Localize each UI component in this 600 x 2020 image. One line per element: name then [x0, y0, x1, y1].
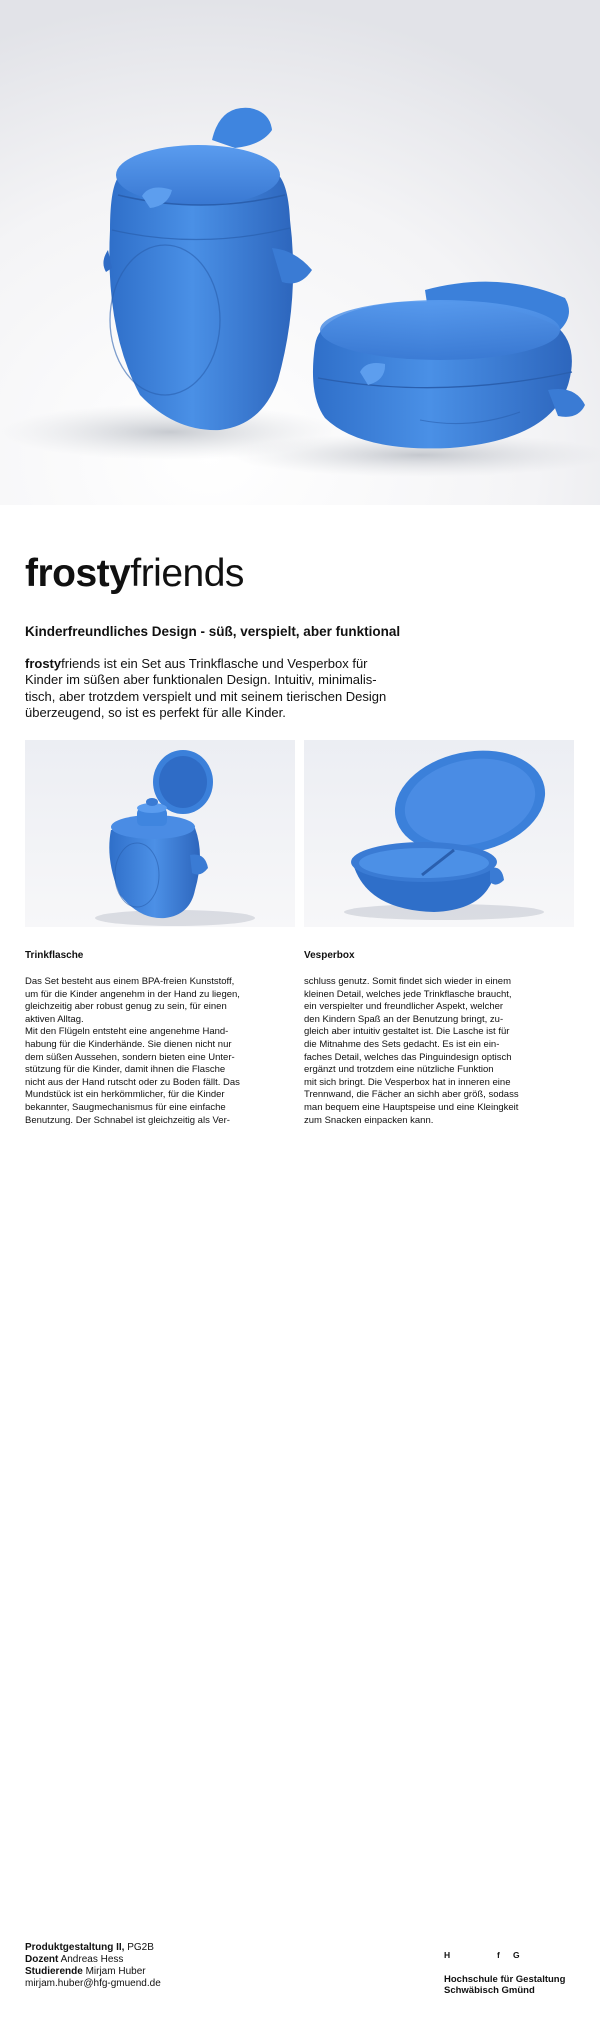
heading-vesperbox: Vesperbox: [304, 950, 355, 961]
photo-lunchbox-open: [304, 740, 574, 927]
text-line: schluss genutz. Somit findet sich wieder in einem: [304, 976, 511, 987]
logo-name-line-2: Schwäbisch Gmünd: [444, 1985, 535, 1996]
heading-trinkflasche: Trinkflasche: [25, 950, 84, 961]
text-line: Mundstück ist ein herkömmlicher, für die Kinder: [25, 1089, 225, 1101]
hero-product-render: [0, 0, 600, 505]
intro-paragraph: [25, 656, 405, 722]
subtitle: Kinderfreundliches Design - süß, verspielt, aber funktional: [25, 624, 401, 639]
text-line: die Mitnahme des Sets gedacht. Es ist ein ein-: [304, 1038, 500, 1050]
logo-letter-g: G: [513, 1950, 520, 1960]
title-bold-part: frosty: [25, 552, 131, 595]
text-line: zum Snacken einpacken kann.: [304, 1114, 434, 1126]
text-line: kleinen Detail, welches jede Trinkflasche braucht,: [304, 988, 512, 1000]
text-column-right: [304, 976, 549, 1127]
footer-course: [25, 1942, 161, 1954]
student-name: Mirjam Huber: [82, 1966, 146, 1977]
intro-brand-bold: frosty: [25, 656, 62, 671]
text-line: ein verspielter und freundlicher Aspekt, welcher: [304, 1001, 504, 1013]
text-line: aktiven Alltag.: [25, 1013, 84, 1025]
text-line: um für die Kinder angenehm in der Hand zu liegen,: [25, 988, 240, 1000]
footer-credits: [25, 1942, 161, 1990]
text-line: Benutzung. Der Schnabel ist gleichzeitig als Ver-: [25, 1114, 230, 1126]
text-line: dem süßen Aussehen, sondern bieten eine Unter-: [25, 1051, 235, 1063]
intro-lead-rest: friends ist ein Set aus Trinkflasche und Vesperbox für: [61, 656, 368, 671]
text-line: nicht aus der Hand rutscht oder zu Boden fällt. Das: [25, 1076, 240, 1088]
footer-student: [25, 1966, 161, 1978]
intro-line: tisch, aber trotzdem verspielt und mit seinem tierischen Design: [25, 688, 387, 704]
logo-letter-h: H: [444, 1950, 451, 1960]
text-line: man bequem eine Hauptspeise und eine Kleingkeit: [304, 1101, 519, 1113]
text-line: den Kindern Spaß an der Benutzung bringt, zu-: [304, 1013, 504, 1025]
text-line: faches Detail, welches das Pinguindesign optisch: [304, 1051, 512, 1063]
lecturer-name: Andreas Hess: [58, 1954, 124, 1965]
course-code: PG2B: [124, 1942, 154, 1953]
footer-lecturer: [25, 1954, 161, 1966]
text-line: ergänzt und trotzdem eine nützliche Funktion: [304, 1064, 494, 1076]
text-line: mit sich bringt. Die Vesperbox hat in inneren eine: [304, 1076, 511, 1088]
page-title: [25, 554, 244, 593]
text-line: Mit den Flügeln entsteht eine angenehme Hand-: [25, 1026, 229, 1038]
text-line: gleichzeitig aber robust genug zu sein, für einen: [25, 1001, 227, 1013]
photo-bottle-open: [25, 740, 295, 927]
intro-line: Kinder im süßen aber funktionalen Design. Intuitiv, minimalis-: [25, 672, 377, 688]
text-line: Trennwand, die Fächer an sichh aber größ, sodass: [304, 1089, 519, 1101]
text-column-left: [25, 976, 270, 1127]
text-line: bekannter, Saugmechanismus für eine einfache: [25, 1101, 226, 1113]
text-line: stützung für die Kinder, damit ihnen die Flasche: [25, 1064, 226, 1076]
student-label: Studierende: [25, 1966, 83, 1977]
logo-letter-f: f: [497, 1950, 500, 1960]
text-line: Das Set besteht aus einem BPA-freien Kunststoff,: [25, 976, 235, 987]
intro-line: überzeugend, so ist es perfekt für alle Kinder.: [25, 705, 286, 721]
title-light-part: friends: [130, 552, 244, 595]
course-label: Produktgestaltung II,: [25, 1942, 125, 1953]
lecturer-label: Dozent: [25, 1954, 59, 1965]
text-line: habung für die Kinderhände. Sie dienen nicht nur: [25, 1038, 232, 1050]
logo-name-line-1: Hochschule für Gestaltung: [444, 1974, 566, 1985]
text-line: gleich aber intuitiv gestaltet ist. Die Lasche ist für: [304, 1026, 510, 1038]
intro-line: [25, 656, 405, 672]
logo-school-name: [444, 1974, 565, 1996]
footer-email[interactable]: mirjam.huber@hfg-gmuend.de: [25, 1978, 161, 1989]
